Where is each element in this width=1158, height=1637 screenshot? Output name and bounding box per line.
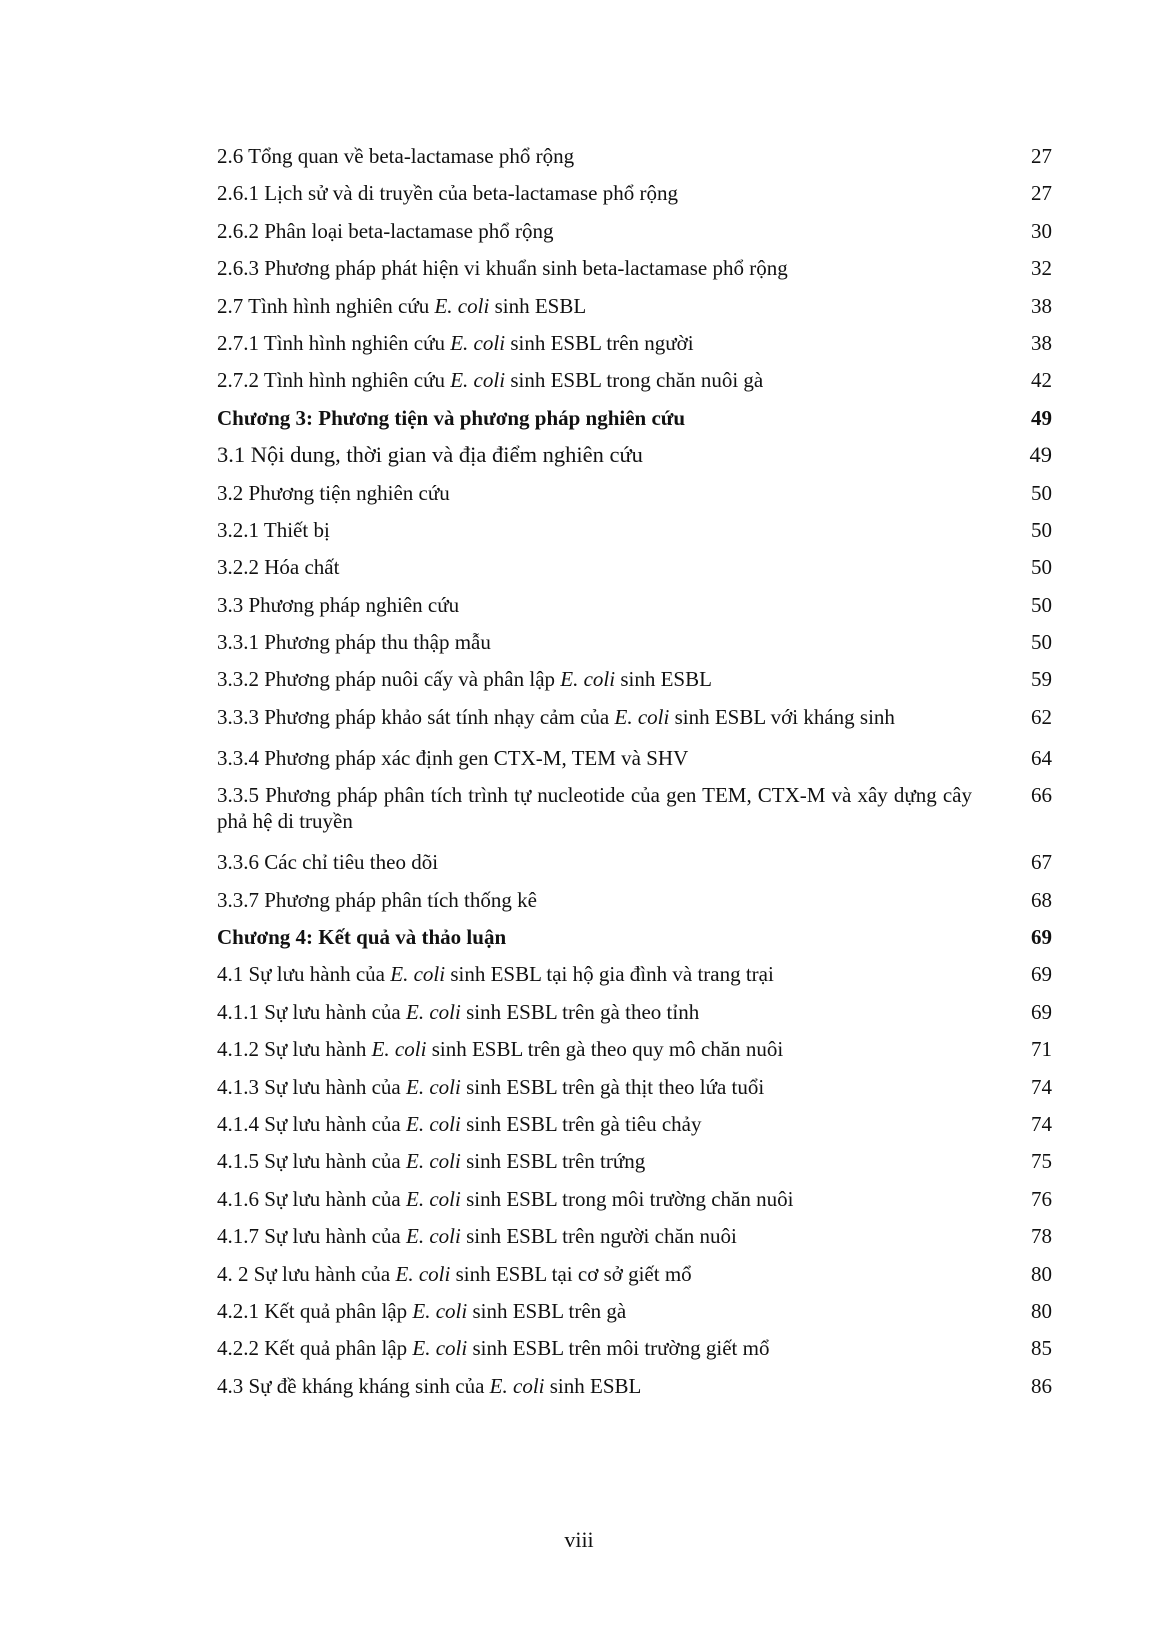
toc-entry bbox=[217, 1298, 1052, 1324]
toc-entry bbox=[217, 666, 1052, 692]
toc-chapter-entry bbox=[217, 924, 1052, 950]
toc-entry-title bbox=[217, 849, 972, 875]
toc-text: 4.2.2 Kết quả phân lập bbox=[217, 1336, 413, 1361]
toc-entry-title bbox=[217, 887, 972, 913]
toc-entry-page: 86 bbox=[1031, 1373, 1052, 1398]
toc-entry-title bbox=[217, 1111, 972, 1137]
toc-text: sinh ESBL trên gà tiêu chảy bbox=[460, 1111, 702, 1136]
toc-entry bbox=[217, 592, 1052, 618]
toc-entry-title bbox=[217, 293, 972, 319]
species-name: E. coli bbox=[406, 999, 461, 1024]
table-of-contents bbox=[217, 143, 1052, 1410]
toc-entry bbox=[217, 517, 1052, 543]
toc-entry-title bbox=[217, 666, 972, 692]
toc-entry-page: 64 bbox=[1031, 745, 1052, 770]
toc-text: 2.6.1 Lịch sử và di truyền của beta-lactamase phổ rộng bbox=[217, 181, 678, 206]
toc-entry bbox=[217, 480, 1052, 506]
toc-text: 3.3.7 Phương pháp phân tích thống kê bbox=[217, 887, 537, 912]
toc-entry-page: 69 bbox=[1031, 999, 1052, 1024]
toc-entry-title bbox=[217, 480, 972, 506]
toc-entry-title bbox=[217, 1335, 972, 1361]
toc-entry-title bbox=[217, 782, 972, 834]
toc-text: 4.1.2 Sự lưu hành bbox=[217, 1037, 372, 1062]
species-name: E. coli bbox=[450, 330, 506, 355]
toc-entry bbox=[217, 554, 1052, 580]
toc-entry-page: 49 bbox=[1029, 442, 1052, 468]
toc-text: sinh ESBL bbox=[489, 293, 587, 318]
toc-entry-title bbox=[217, 1074, 972, 1100]
toc-text: Chương 4: Kết quả và thảo luận bbox=[217, 925, 507, 950]
toc-entry-page: 32 bbox=[1031, 256, 1052, 281]
toc-entry-title bbox=[217, 554, 972, 580]
toc-entry-page: 38 bbox=[1031, 330, 1052, 355]
toc-entry bbox=[217, 704, 1052, 730]
toc-text: 2.7.1 Tình hình nghiên cứu bbox=[217, 330, 451, 355]
toc-entry-page: 85 bbox=[1031, 1336, 1052, 1361]
toc-entry-page: 50 bbox=[1031, 480, 1052, 505]
toc-entry bbox=[217, 849, 1052, 875]
toc-entry bbox=[217, 1036, 1052, 1062]
toc-entry-page: 27 bbox=[1031, 181, 1052, 206]
toc-text: 3.3.4 Phương pháp xác định gen CTX-M, TEM và SHV bbox=[217, 745, 689, 770]
toc-entry-page: 80 bbox=[1031, 1298, 1052, 1323]
toc-text: 4.1.5 Sự lưu hành của bbox=[217, 1149, 406, 1174]
toc-entry bbox=[217, 1074, 1052, 1100]
toc-entry-title bbox=[217, 1186, 972, 1212]
toc-text: sinh ESBL trên gà theo tỉnh bbox=[460, 999, 700, 1024]
species-name: E. coli bbox=[560, 667, 616, 692]
toc-text: sinh ESBL trên trứng bbox=[460, 1149, 646, 1174]
species-name: E. coli bbox=[406, 1149, 461, 1174]
toc-text: 2.6.3 Phương pháp phát hiện vi khuẩn sinh beta-lactamase phổ rộng bbox=[217, 256, 788, 281]
species-name: E. coli bbox=[489, 1373, 545, 1398]
toc-entry-page: 27 bbox=[1031, 144, 1052, 168]
toc-entry bbox=[217, 999, 1052, 1025]
toc-entry-page: 67 bbox=[1031, 850, 1052, 875]
toc-entry-page: 78 bbox=[1031, 1224, 1052, 1249]
toc-text: 4.1.4 Sự lưu hành của bbox=[217, 1111, 406, 1136]
page-number: viii bbox=[564, 1527, 594, 1552]
species-name: E. coli bbox=[395, 1261, 451, 1286]
toc-entry-title bbox=[217, 367, 972, 393]
toc-entry-title bbox=[217, 961, 972, 987]
toc-entry-page: 71 bbox=[1031, 1037, 1052, 1062]
toc-text: 4.1.7 Sự lưu hành của bbox=[217, 1224, 406, 1249]
toc-text: sinh ESBL với kháng sinh bbox=[669, 704, 895, 729]
toc-text: 4.1.3 Sự lưu hành của bbox=[217, 1074, 406, 1099]
toc-text: sinh ESBL trên gà thịt theo lứa tuổi bbox=[460, 1074, 765, 1099]
toc-entry bbox=[217, 255, 1052, 281]
toc-text: sinh ESBL bbox=[615, 667, 712, 692]
toc-entry-title bbox=[217, 1261, 972, 1287]
toc-text: 3.3 Phương pháp nghiên cứu bbox=[217, 592, 460, 617]
toc-entry bbox=[217, 961, 1052, 987]
toc-entry bbox=[217, 1148, 1052, 1174]
toc-entry bbox=[217, 293, 1052, 319]
toc-entry bbox=[217, 745, 1052, 771]
toc-chapter-entry bbox=[217, 405, 1052, 431]
species-name: E. coli bbox=[371, 1037, 427, 1062]
toc-entry-page: 68 bbox=[1031, 887, 1052, 912]
toc-text: 4.2.1 Kết quả phân lập bbox=[217, 1298, 413, 1323]
species-name: E. coli bbox=[406, 1074, 461, 1099]
species-name: E. coli bbox=[434, 293, 490, 318]
toc-text: sinh ESBL trên môi trường giết mổ bbox=[467, 1336, 770, 1361]
toc-entry-page: 59 bbox=[1031, 667, 1052, 692]
toc-entry-title bbox=[217, 592, 972, 618]
toc-text: 3.3.6 Các chỉ tiêu theo dõi bbox=[217, 850, 439, 875]
toc-entry-title bbox=[217, 1148, 972, 1174]
toc-entry-title bbox=[217, 629, 972, 655]
toc-text: sinh ESBL trong chăn nuôi gà bbox=[505, 368, 764, 393]
toc-text: sinh ESBL trên gà theo quy mô chăn nuôi bbox=[426, 1037, 784, 1062]
toc-text: sinh ESBL trên gà bbox=[467, 1298, 627, 1323]
toc-entry-page: 80 bbox=[1031, 1261, 1052, 1286]
toc-text: 3.2.2 Hóa chất bbox=[217, 555, 340, 580]
toc-entry-page: 42 bbox=[1031, 368, 1052, 393]
toc-entry-page: 76 bbox=[1031, 1186, 1052, 1211]
toc-entry-page: 50 bbox=[1031, 555, 1052, 580]
toc-text: sinh ESBL trong môi trường chăn nuôi bbox=[460, 1186, 794, 1211]
toc-entry bbox=[217, 1261, 1052, 1287]
toc-text: 3.3.5 Phương pháp phân tích trình tự nucleotide của gen TEM, CTX-M và xây dựng cây phả hệ di truyền bbox=[217, 783, 972, 834]
species-name: E. coli bbox=[406, 1224, 461, 1249]
toc-text: 4.1 Sự lưu hành của bbox=[217, 962, 391, 987]
toc-entry-page: 69 bbox=[1031, 925, 1052, 950]
toc-entry bbox=[217, 1335, 1052, 1361]
toc-entry-title bbox=[217, 143, 972, 169]
toc-entry bbox=[217, 143, 1052, 169]
toc-text: sinh ESBL tại hộ gia đình và trang trại bbox=[445, 962, 774, 987]
toc-text: Chương 3: Phương tiện và phương pháp nghiên cứu bbox=[217, 405, 686, 430]
toc-entry bbox=[217, 782, 1052, 834]
toc-entry-title bbox=[217, 999, 972, 1025]
toc-entry-title bbox=[217, 330, 972, 356]
species-name: E. coli bbox=[450, 368, 506, 393]
species-name: E. coli bbox=[390, 962, 446, 987]
species-name: E. coli bbox=[614, 704, 670, 729]
toc-entry-page: 49 bbox=[1031, 405, 1052, 430]
toc-entry-title bbox=[217, 924, 972, 950]
toc-entry bbox=[217, 180, 1052, 206]
toc-text: sinh ESBL tại cơ sở giết mổ bbox=[450, 1261, 692, 1286]
toc-entry-page: 69 bbox=[1031, 962, 1052, 987]
toc-text: sinh ESBL bbox=[544, 1373, 642, 1398]
toc-entry-title bbox=[217, 180, 972, 206]
toc-entry-page: 50 bbox=[1031, 630, 1052, 655]
toc-text: 3.3.1 Phương pháp thu thập mẫu bbox=[217, 630, 491, 655]
species-name: E. coli bbox=[412, 1336, 468, 1361]
toc-text: 3.3.2 Phương pháp nuôi cấy và phân lập bbox=[217, 667, 561, 692]
toc-text: 4.1.1 Sự lưu hành của bbox=[217, 999, 406, 1024]
toc-entry-title bbox=[217, 745, 972, 771]
toc-entry-page: 50 bbox=[1031, 517, 1052, 542]
toc-entry-title bbox=[217, 218, 972, 244]
toc-entry bbox=[217, 442, 1052, 468]
toc-entry bbox=[217, 629, 1052, 655]
toc-entry bbox=[217, 367, 1052, 393]
toc-text: 4.3 Sự đề kháng kháng sinh của bbox=[217, 1373, 490, 1398]
toc-entry-title bbox=[217, 1373, 972, 1399]
toc-text: 4.1.6 Sự lưu hành của bbox=[217, 1186, 406, 1211]
species-name: E. coli bbox=[412, 1298, 468, 1323]
toc-entry-title bbox=[217, 1223, 972, 1249]
toc-entry-page: 50 bbox=[1031, 592, 1052, 617]
toc-text: 3.1 Nội dung, thời gian và địa điểm nghiên cứu bbox=[217, 442, 643, 468]
toc-entry bbox=[217, 218, 1052, 244]
toc-entry-title bbox=[217, 517, 972, 543]
toc-entry-title bbox=[217, 442, 972, 468]
toc-entry bbox=[217, 1373, 1052, 1399]
toc-text: 2.6 Tổng quan về beta-lactamase phổ rộng bbox=[217, 144, 575, 168]
toc-text: 4. 2 Sự lưu hành của bbox=[217, 1261, 396, 1286]
toc-text: 3.3.3 Phương pháp khảo sát tính nhạy cảm của bbox=[217, 704, 615, 729]
toc-entry bbox=[217, 330, 1052, 356]
toc-text: 3.2 Phương tiện nghiên cứu bbox=[217, 480, 450, 505]
toc-text: 2.7 Tình hình nghiên cứu bbox=[217, 293, 435, 318]
toc-entry bbox=[217, 887, 1052, 913]
toc-entry bbox=[217, 1223, 1052, 1249]
toc-entry-title bbox=[217, 255, 972, 281]
toc-entry-title bbox=[217, 1036, 972, 1062]
toc-entry bbox=[217, 1111, 1052, 1137]
toc-text: sinh ESBL trên người bbox=[505, 330, 694, 355]
toc-entry bbox=[217, 1186, 1052, 1212]
toc-text: 2.7.2 Tình hình nghiên cứu bbox=[217, 368, 451, 393]
toc-entry-title bbox=[217, 405, 972, 431]
toc-entry-title bbox=[217, 1298, 972, 1324]
toc-entry-page: 75 bbox=[1031, 1149, 1052, 1174]
toc-entry-page: 38 bbox=[1031, 293, 1052, 318]
toc-entry-title bbox=[217, 704, 972, 730]
toc-text: sinh ESBL trên người chăn nuôi bbox=[460, 1224, 737, 1249]
toc-text: 2.6.2 Phân loại beta-lactamase phổ rộng bbox=[217, 218, 554, 243]
toc-text: 3.2.1 Thiết bị bbox=[217, 517, 330, 542]
species-name: E. coli bbox=[406, 1186, 461, 1211]
toc-entry-page: 74 bbox=[1031, 1111, 1052, 1136]
toc-entry-page: 66 bbox=[1031, 783, 1052, 808]
toc-entry-page: 62 bbox=[1031, 704, 1052, 729]
species-name: E. coli bbox=[406, 1111, 461, 1136]
toc-entry-page: 30 bbox=[1031, 218, 1052, 243]
toc-entry-page: 74 bbox=[1031, 1074, 1052, 1099]
